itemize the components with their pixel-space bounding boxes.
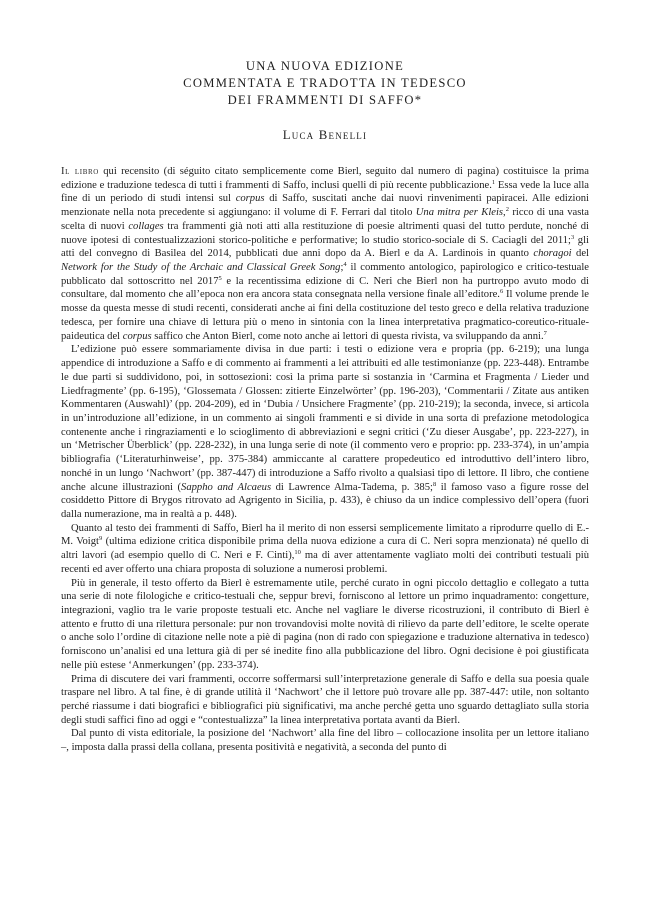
text-run: L’edizione può essere sommariamente divisa in due parti: i testi o edizione vera e propria (pp. 6-219); una lunga appendice di introduzione a Saffo e di commento ai frammenti a lei attribuiti ed alle testimonianze (pp. 223-448). Entrambe le due parti si suddividono, poi, in sottosezioni: così la prima parte si sostanzia in ‘Carmina et Fragmenta / Lieder und Liedfragmente’ (pp. 6-195), ‘Glossemata / Glossen: zitierte Einzelwörter’ (pp. 196-203), ‘Commentarii / Zitate aus antiken Kommentaren (Auswahl)’ (pp. 204-209), ed in ‘Dubia / Unsichere Fragmente’ (pp. 210-219); la seconda, invece, si articola in un’introduzione all’edizione, in un commento ai singoli frammenti e si divide in una sorta di prefazione metodologica contenente anche i ringraziamenti e lo scioglimento di abbreviazioni e segni critici (‘Zu dieser Ausgabe’, pp. 223-227), in un ‘Metrischer Überblick’ (pp. 228-232), in una lunga serie di note (il commento vero e proprio: pp. 233-374), in un’ampia bibliografia (‘Literaturhinweise’, pp. 375-384) ammiccante al carattere propedeutico ed introduttivo dell’intero libro, nonché in un lungo ‘Nachwort’ (pp. 387-447) di introduzione a Saffo rivolto a qualsiasi tipo di lettore. Il libro, che contiene anche alcune illustrazioni ( — [61, 344, 589, 493]
text-run: il famoso vaso a figure rosse del cosiddetto Pittore di Brygos ritrovato ad Agrigento in Sicilia, p. 433), è chiuso da un indice complessivo dell’opera (fuori dalla numerazione, ma in realtà a p. 448). — [61, 481, 589, 520]
italic-text: Network for the Study of the Archaic and Classical Greek Song — [61, 262, 341, 274]
text-run: saffico che Anton Bierl, come noto anche ai lettori di questa rivista, va sviluppando da anni. — [151, 330, 544, 342]
article-title — [61, 58, 589, 109]
italic-text: Sappho and Alcaeus — [181, 481, 272, 493]
text-run: Il volume prende le mosse da questa messe di studi recenti, considerati anche ai fini della costituzione del testo greco e della relativa traduzione tedesca, per fornire una chiave di lettura più o meno in sintonia con la linea interpretativa pragmatico-coreutico-rituale-paideutica del — [61, 289, 589, 342]
paragraph-5 — [61, 673, 589, 728]
title-line-1: UNA NUOVA EDIZIONE — [245, 59, 405, 73]
article-page — [61, 58, 589, 755]
text-run: Quanto al testo dei frammenti di Saffo, Bierl ha il merito di non essersi semplicemente limitato a riprodurre quello di E.-M. Voigt — [61, 522, 589, 548]
text-run: il commento antologico, papirologico e critico-testuale pubblicato dal sottoscritto nel 2017 — [61, 262, 589, 287]
italic-text: corpus — [122, 330, 152, 342]
footnote-marker: 3 — [570, 233, 575, 241]
italic-text: corpus — [235, 193, 265, 205]
footnote-marker: 2 — [505, 206, 509, 214]
text-run: ma di aver attentamente vagliato molti dei contributi testuali più recenti ed aver offerto una chiara proposta di soluzione a numerosi problemi. — [61, 550, 589, 575]
text-run: (ultima edizione critica disponibile prima della nuova edizione a cura di C. Neri sopra menzionata) né quello di altri lavori (ad esempio quello di C. Neri e F. Cinti), — [61, 536, 590, 562]
text-run: e la recentissima edizione di C. Neri che Bierl non ha purtroppo avuto modo di consultare, dal momento che all’epoca non era ancora stata consegnata nella versione finale all’editore. — [61, 275, 589, 301]
text-run: qui recensito (di séguito citato semplicemente come Bierl, seguito dal numero di pagina) costituisce la prima edizione e traduzione tedesca di tutti i frammenti di Saffo, inclusi quelli di più recente pubblicazione. — [61, 166, 590, 191]
footnote-marker: 9 — [98, 535, 103, 543]
text-run: del — [571, 248, 590, 260]
italic-text: collages — [128, 220, 164, 232]
footnote-marker: 4 — [343, 261, 347, 269]
text-run: gli atti del convegno di Basilea del 2014, pubblicati due anni dopo da A. Bierl e da A. Lardinois in quanto — [61, 234, 589, 260]
text-run: Prima di discutere dei vari frammenti, occorre soffermarsi sull’interpretazione generale di Saffo e della sua poesia quale traspare nel libro. A tal fine, è di grande utilità il ‘Nachwort’ che il lettore può trovare alle pp. 387-447: utile, non soltanto perché riassume i dati biografici e bibliografici più significativi, ma anche perché getta uno sguardo dettagliato sulla storia degli studi saffici fino ad oggi e “contestualizza” la linea interpretativa portata avanti da Bierl. — [61, 673, 589, 726]
footnote-marker: 5 — [218, 274, 222, 282]
text-run: di Lawrence Alma-Tadema, p. 385; — [271, 481, 433, 493]
footnote-marker: 7 — [543, 329, 547, 337]
footnote-marker: 1 — [491, 178, 496, 186]
italic-text: Una mitra per Kleis — [415, 207, 504, 219]
paragraph-2 — [61, 343, 589, 521]
paragraph-1 — [61, 165, 589, 343]
text-run: ; — [340, 262, 344, 274]
author-name: Luca Benelli — [282, 128, 368, 142]
text-run: Essa vede la luce alla fine di un periodo di studi intensi sul — [61, 179, 589, 205]
lead-in-text: Il libro — [61, 166, 99, 177]
footnote-marker: 8 — [432, 480, 437, 488]
title-line-3: DEI FRAMMENTI DI SAFFO* — [227, 93, 423, 107]
paragraph-6 — [61, 727, 589, 754]
text-run: , — [503, 207, 506, 219]
text-run: tra frammenti già noti atti alla restituzione di poesie altrimenti quasi del tutto perdute, nonché di nuove ipotesi di contestualizzazioni storico-politiche e performative; lo studio storico-sociale di S. Caciagli del 2011; — [61, 220, 589, 246]
paragraph-4 — [61, 577, 589, 673]
title-line-2: COMMENTATA E TRADOTTA IN TEDESCO — [183, 76, 467, 90]
italic-text: choragoi — [533, 248, 572, 260]
paragraph-3 — [61, 522, 589, 577]
text-run: Dal punto di vista editoriale, la posizione del ‘Nachwort’ alla fine del libro – collocazione insolita per un lettore italiano –, imposta dalla prassi della collana, presenta positività e negatività, a seconda del punto di — [61, 728, 589, 754]
text-run: di Saffo, suscitati anche dai nuovi rinvenimenti papiracei. Alle edizioni menzionate nella nota precedente si aggiungano: il volume di F. Ferrari dal titolo — [61, 193, 589, 219]
footnote-marker: 6 — [499, 288, 504, 296]
article-body — [61, 165, 589, 755]
text-run: ricco di una vasta scelta di nuovi — [61, 207, 589, 232]
footnote-marker: 10 — [294, 549, 301, 557]
text-run: Più in generale, il testo offerto da Bierl è estremamente utile, perché curato in ogni piccolo dettaglio e collegato a tutta una serie di note filologiche e critico-testuali che, seppur brevi, forniscono al lettore un primo inquadramento: congetture, integrazioni, vaglio tra le varie proposte testuali etc. Anche nel vagliare le diverse ricostruzioni, il contributo di Bierl è attento e frutto di una rilettura personale: pur non trovandovisi molte novità di rilievo da parte dell’editore, le scelte operate o anche solo l’ordine di citazione nelle note a piè di pagina (non di rado con spiegazione e traduzione alternativa in tedesco) forniscono un’analisi ed una lettura già di per sé inedite fino alla pubblicazione del libro. Ogni decisione è poi giustificata nelle più estese ‘Anmerkungen’ (pp. 233-374). — [61, 577, 589, 671]
